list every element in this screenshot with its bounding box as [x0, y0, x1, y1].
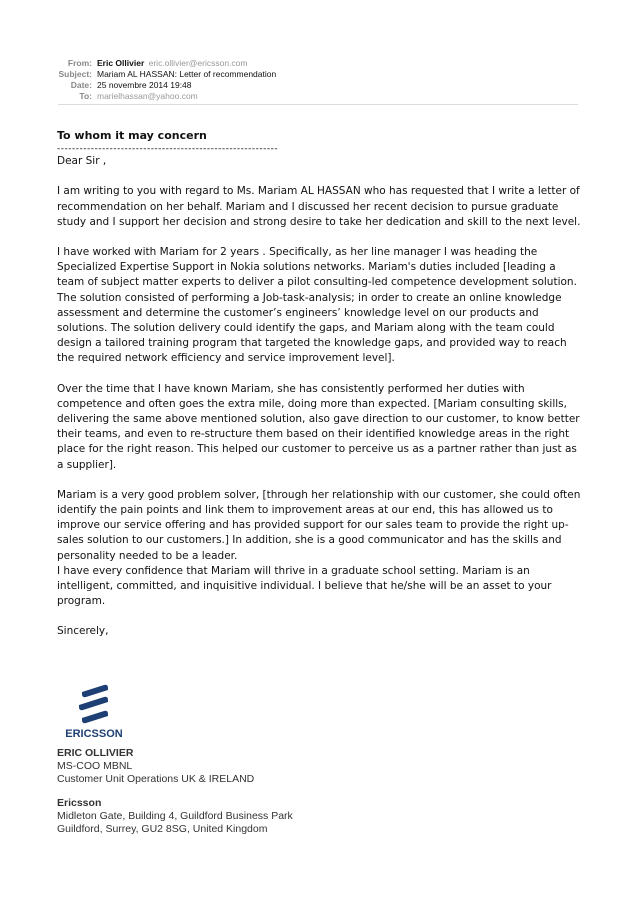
from-label: From: [67, 58, 92, 68]
date-value: 25 novembre 2014 19:48 [97, 80, 192, 90]
ericsson-logo-icon [66, 684, 122, 740]
to-value[interactable]: marielhassan@yahoo.com [97, 91, 198, 101]
subject-row [50, 69, 578, 80]
paragraph-5: I have every confidence that Mariam will thrive in a graduate school setting. Mariam is an intelligent, committed, and inquisitive individual. I believe that he/she will be an asset to your program. [57, 564, 552, 608]
date-row [50, 80, 578, 91]
paragraph-1: I am writing to you with regard to Ms. Mariam AL HASSAN who has requested that I write a letter of recommendation on her behalf. Mariam and I discussed her recent decision to pursue graduate study and I support her decision and strong desire to take her dedication and skill to the next level. [57, 185, 581, 228]
signer-name: ERIC OLLIVIER [57, 747, 134, 759]
email-header [50, 58, 578, 102]
date-label: Date: [70, 80, 92, 90]
header-divider [58, 104, 578, 105]
closing: Sincerely, [57, 625, 109, 638]
company-name: Ericsson [57, 797, 102, 809]
from-name: Eric Ollivier [97, 58, 145, 68]
address-line-1: Midleton Gate, Building 4, Guildford Business Park [57, 810, 293, 822]
ericsson-logo-svg [66, 684, 122, 740]
signer-unit: Customer Unit Operations UK & IRELAND [57, 773, 255, 785]
salutation: Dear Sir , [57, 155, 107, 168]
subject-label: Subject: [58, 69, 92, 79]
dash-separator: ----------------------------------------------------------- [57, 144, 279, 155]
signer-title: MS-COO MBNL [57, 760, 133, 772]
paragraph-2: I have worked with Mariam for 2 years . Specifically, as her line manager I was heading the Specialized Expertise Support in Nokia solutions networks. Mariam's duties included [leading a team of subject matter experts to deliver a pilot consulting-led competence development solution. The solution consisted of performing a Job-task-analysis; in order to create an online knowledge assessment and determine the customer’s engineers’ knowledge level on our products and solutions. The solution delivery could identify the gaps, and Mariam along with the team could design a tailored training program that targeted the knowledge gaps, and provided way to reach the required network efficiency and service improvement level]. [57, 246, 577, 365]
paragraph-4: Mariam is a very good problem solver, [through her relationship with our customer, she could often identify the pain points and link them to improvement areas at our end, this has allowed us to improve our service offering and has provided support for our sales team to provide the right up-sales solution to our customers.] In addition, she is a good communicator and has the skills and personality needed to be a leader. [57, 488, 581, 562]
logo-wordmark: ERICSSON [65, 728, 123, 740]
from-email[interactable]: eric.ollivier@ericsson.com [148, 58, 248, 68]
to-row [50, 91, 578, 102]
address-line-2: Guildford, Surrey, GU2 8SG, United Kingdom [57, 823, 268, 835]
signature-block [57, 747, 457, 836]
from-row [50, 58, 578, 69]
letter-title: To whom it may concern [57, 129, 207, 142]
letter-body [57, 128, 581, 640]
to-label: To: [79, 91, 92, 101]
subject-value: Mariam AL HASSAN: Letter of recommendation [97, 69, 277, 79]
paragraph-3: Over the time that I have known Mariam, she has consistently performed her duties with competence and often goes the extra mile, doing more than expected. [Mariam consulting skills, delivering the same above mentioned solution, also gave direction to our customer, to know better their teams, and even to re-structure them based on their identified knowledge areas in the right place for the right reason. This helped our customer to perceive us as a partner rather than just as a supplier]. [57, 382, 580, 471]
